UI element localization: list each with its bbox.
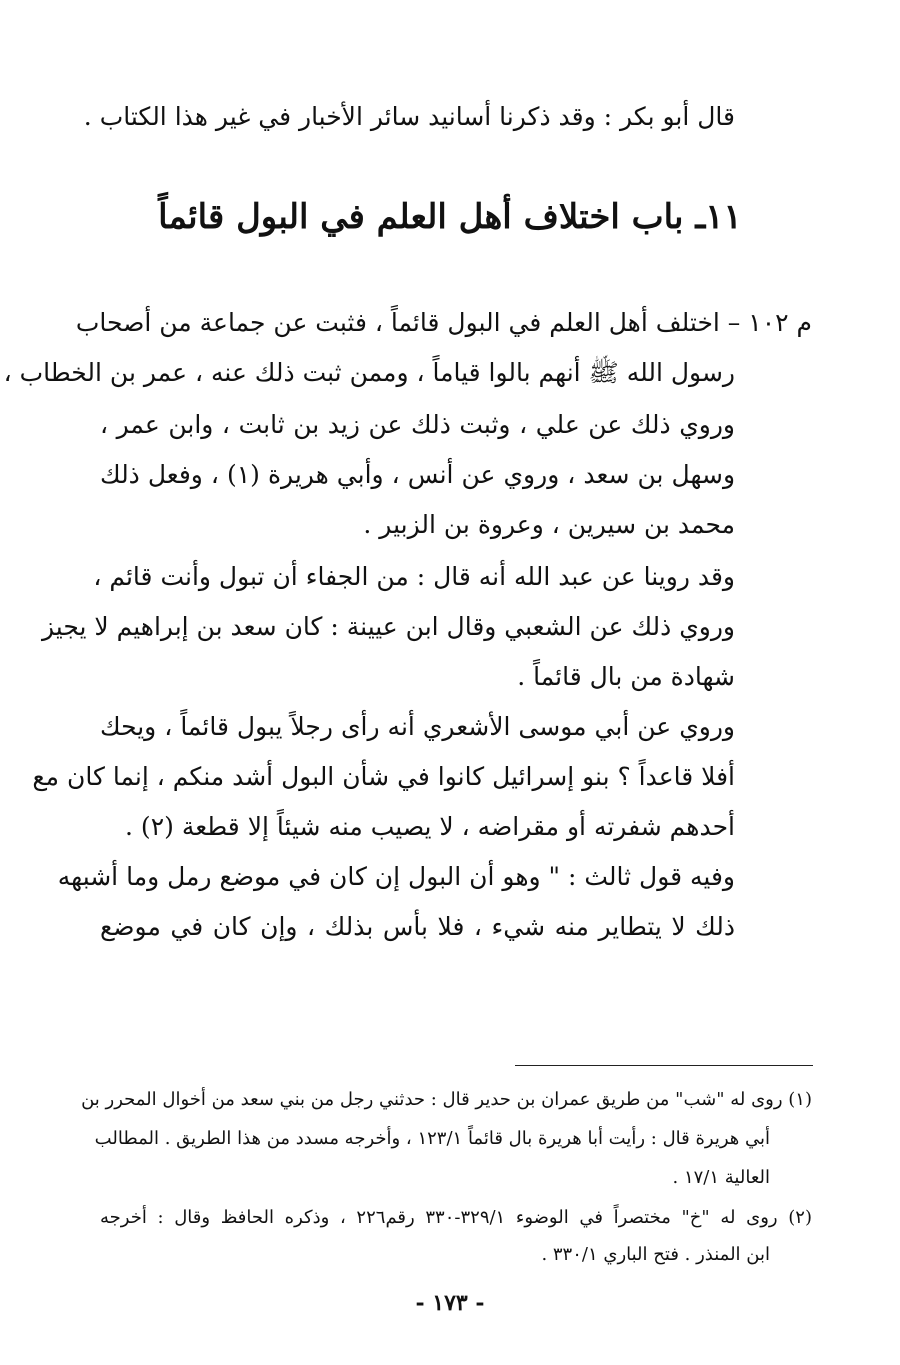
body-line: رسول الله ﷺ أنهم بالوا قياماً ، وممن ثبت ذلك عنه ، عمر بن الخطاب ، <box>3 358 735 387</box>
footnote-line: ابن المنذر . فتح الباري ٣٣٠/١ . <box>541 1244 770 1265</box>
body-line: أفلا قاعداً ؟ بنو إسرائيل كانوا في شأن البول أشد منكم ، إنما كان مع <box>32 762 735 791</box>
footnote-line: (١) روى له "شب" من طريق عمران بن حدير قال : حدثني رجل من بني سعد من أخوال المحرر بن <box>81 1089 812 1110</box>
intro-line: قال أبو بكر : وقد ذكرنا أسانيد سائر الأخبار في غير هذا الكتاب . <box>83 102 735 131</box>
body-line: وفيه قول ثالث : " وهو أن البول إن كان في موضع رمل وما أشبهه <box>57 862 735 891</box>
body-line: ذلك لا يتطاير منه شيء ، فلا بأس بذلك ، وإن كان في موضع <box>100 912 735 941</box>
body-line: وروي عن أبي موسى الأشعري أنه رأى رجلاً يبول قائماً ، ويحك <box>100 712 736 741</box>
body-line: وروي ذلك عن الشعبي وقال ابن عيينة : كان سعد بن إبراهيم لا يجيز <box>42 612 735 641</box>
body-line: وسهل بن سعد ، وروي عن أنس ، وأبي هريرة (١) ، وفعل ذلك <box>100 460 736 489</box>
body-line: أحدهم شفرته أو مقراضه ، لا يصيب منه شيئاً إلا قطعة (٢) . <box>125 812 735 841</box>
footnote-line: أبي هريرة قال : رأيت أبا هريرة بال قائماً ١٢٣/١ ، وأخرجه مسدد من هذا الطريق . المطالب <box>94 1128 770 1149</box>
body-line: شهادة من بال قائماً . <box>517 662 735 691</box>
page-number: - ١٧٣ - <box>415 1290 485 1316</box>
body-line: وروي ذلك عن علي ، وثبت ذلك عن زيد بن ثابت ، وابن عمر ، <box>100 410 735 439</box>
body-line: محمد بن سيرين ، وعروة بن الزبير . <box>363 510 735 539</box>
footnote-line: العالية ١٧/١ . <box>672 1167 770 1188</box>
body-line: م ١٠٢ – اختلف أهل العلم في البول قائماً ، فثبت عن جماعة من أصحاب <box>75 308 812 337</box>
chapter-title: ١١ـ باب اختلاف أهل العلم في البول قائماً <box>158 197 742 237</box>
body-line: وقد روينا عن عبد الله أنه قال : من الجفاء أن تبول وأنت قائم ، <box>93 562 735 591</box>
footnote-divider <box>515 1065 813 1066</box>
footnote-line: (٢) روى له "خ" مختصراً في الوضوء ٣٢٩/١-٣٣٠ رقم٢٢٦ ، وذكره الحافظ وقال : أخرجه <box>100 1207 812 1228</box>
